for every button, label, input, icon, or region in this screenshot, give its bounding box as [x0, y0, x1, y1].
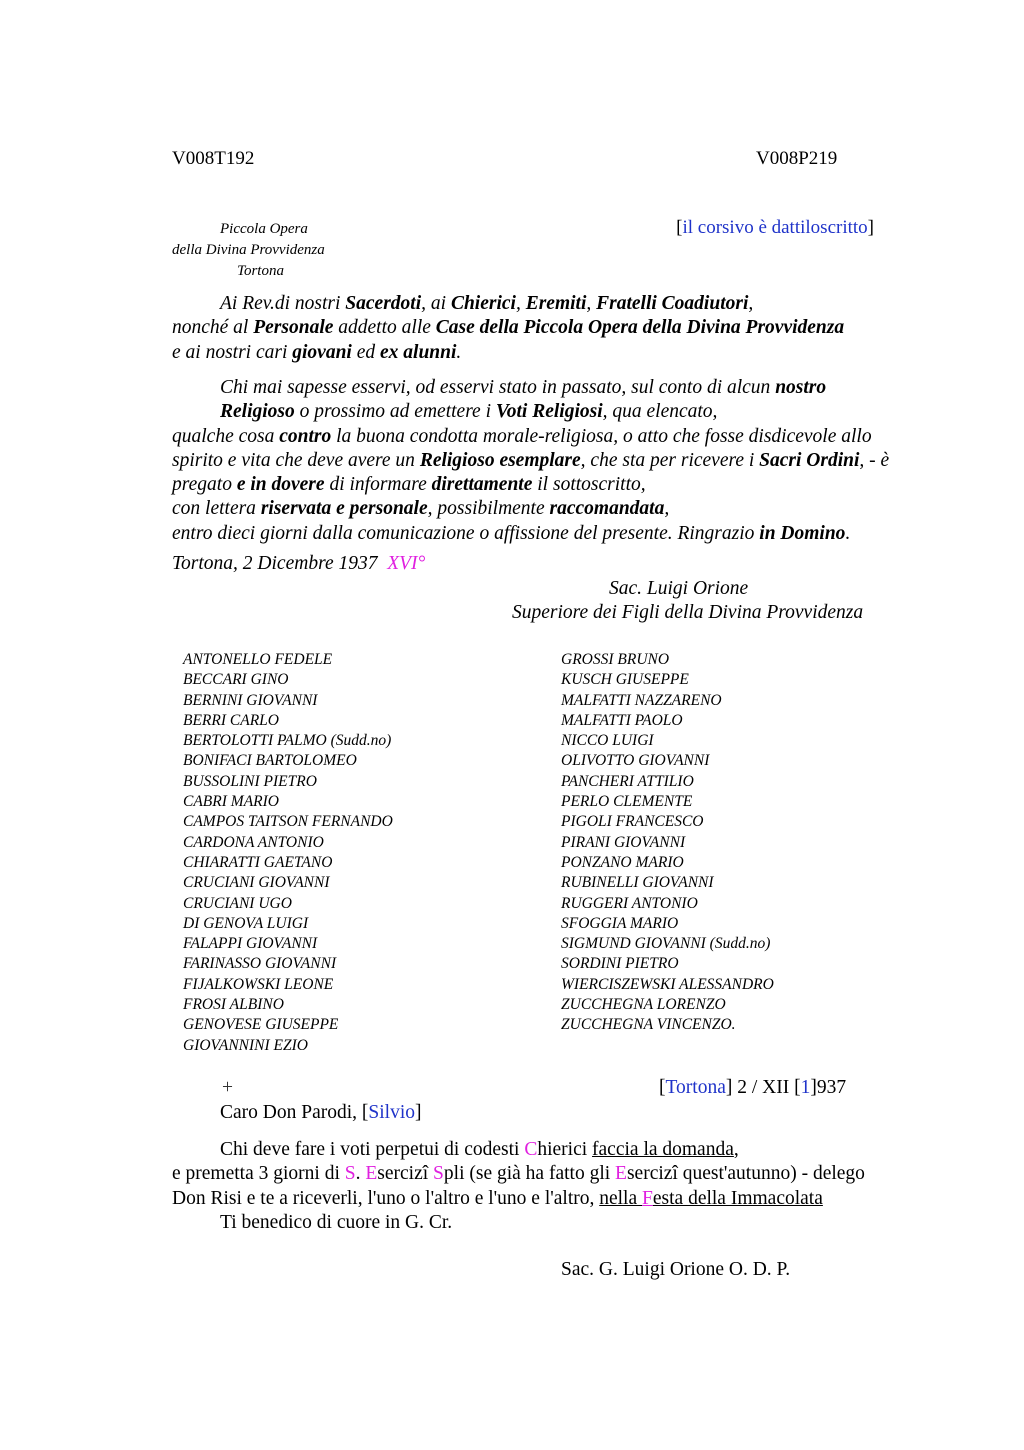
names-list-right: [561, 650, 774, 1036]
list-item: CAMPOS TAITSON FERNANDO: [183, 813, 393, 831]
list-item: PIRANI GIOVANNI: [561, 833, 686, 851]
list-item: FARINASSO GIOVANNI: [183, 955, 337, 973]
list-item: GROSSI BRUNO: [561, 651, 670, 668]
list-item: RUBINELLI GIOVANNI: [561, 874, 714, 892]
letter-date: [Tortona] 2 / XII [1]937: [659, 1077, 847, 1098]
list-item: GIOVANNINI EZIO: [183, 1036, 308, 1054]
list-item: BERRI CARLO: [183, 711, 279, 729]
list-item: FIJALKOWSKI LEONE: [183, 975, 334, 993]
list-item: SORDINI PIETRO: [561, 955, 679, 973]
list-item: RUGGERI ANTONIO: [561, 894, 698, 912]
list-item: CRUCIANI UGO: [183, 894, 292, 912]
circular-signature-name: Sac. Luigi Orione: [609, 578, 749, 599]
list-item: PERLO CLEMENTE: [561, 793, 693, 811]
list-item: MALFATTI PAOLO: [561, 711, 683, 729]
letter-body: Chi deve fare i voti perpetui di codesti Chierici faccia la domanda, e premetta 3 giorni di S. Esercizî Spli (se già ha fatto gli Esercizî quest'autunno) - delego Don Risi e te a riceverli, l'uno o l'altro e l'uno e l'altro, nella Festa della Immacolata Ti benedico di cuore in G. Cr.: [172, 1138, 902, 1235]
list-item: CRUCIANI GIOVANNI: [183, 874, 330, 892]
circular-body: Chi mai sapesse esservi, od esservi stato in passato, sul conto di alcun nostro Religioso o prossimo ad emettere i Voti Religiosi, qua elencato, qualche cosa contro la buona condotta morale-religiosa, o atto che fosse disdicevole allo spirito e vita che deve avere un Religioso esemplare, che sta per ricevere i Sacri Ordini, - è pregato e in dovere di informare direttamente il sottoscritto, con lettera riservata e personale, possibilmente raccomandata, entro dieci giorni dalla comunicazione o affissione del presente. Ringrazio in Domino.: [172, 377, 890, 544]
letterhead-line-1: Piccola Opera: [220, 221, 308, 237]
list-item: MALFATTI NAZZARENO: [561, 691, 722, 709]
list-item: GENOVESE GIUSEPPE: [183, 1016, 339, 1034]
list-item: PIGOLI FRANCESCO: [561, 813, 704, 831]
document-reference-left: V008T192: [172, 148, 255, 169]
list-item: ZUCCHEGNA VINCENZO.: [561, 1016, 736, 1034]
list-item: BECCARI GINO: [183, 671, 289, 689]
list-item: BERNINI GIOVANNI: [183, 691, 318, 709]
list-item: FALAPPI GIOVANNI: [183, 935, 318, 953]
list-item: FROSI ALBINO: [183, 996, 284, 1014]
names-list-left: [183, 650, 393, 1056]
letter-blessing: Ti benedico di cuore in G. Cr.: [220, 1211, 453, 1233]
editorial-note: [il corsivo è dattiloscritto]: [676, 217, 874, 238]
list-item: CABRI MARIO: [183, 793, 279, 811]
list-item: CARDONA ANTONIO: [183, 833, 324, 851]
list-item: SFOGGIA MARIO: [561, 914, 679, 932]
circular-signature-title: Superiore dei Figli della Divina Provvidenza: [512, 602, 864, 623]
circular-date: Tortona, 2 Dicembre 1937 XVI°: [172, 553, 426, 574]
letterhead-line-2: della Divina Provvidenza: [172, 242, 325, 258]
document-reference-right: V008P219: [756, 148, 838, 169]
list-item: KUSCH GIUSEPPE: [561, 671, 689, 689]
list-item: ANTONELLO FEDELE: [183, 651, 333, 668]
list-item: WIERCISZEWSKI ALESSANDRO: [561, 975, 774, 993]
list-item: ZUCCHEGNA LORENZO: [561, 996, 726, 1014]
list-item: PONZANO MARIO: [561, 853, 684, 871]
list-item: BONIFACI BARTOLOMEO: [183, 752, 357, 770]
list-item: BUSSOLINI PIETRO: [183, 772, 317, 790]
list-item: OLIVOTTO GIOVANNI: [561, 752, 710, 770]
list-item: NICCO LUIGI: [561, 732, 654, 750]
cross-symbol: +: [222, 1077, 233, 1098]
list-item: BERTOLOTTI PALMO (Sudd.no): [183, 732, 392, 750]
letter-greeting: Caro Don Parodi, [Silvio]: [220, 1102, 422, 1123]
list-item: SIGMUND GIOVANNI (Sudd.no): [561, 935, 771, 953]
circular-addressees: Ai Rev.di nostri Sacerdoti, ai Chierici, Eremiti, Fratelli Coadiutori, nonché al Personale addetto alle Case della Piccola Opera della Divina Provvidenza e ai nostri cari giovani ed ex alunni.: [172, 293, 845, 363]
list-item: DI GENOVA LUIGI: [183, 914, 309, 932]
list-item: PANCHERI ATTILIO: [561, 772, 694, 790]
list-item: CHIARATTI GAETANO: [183, 853, 333, 871]
letter-signature: Sac. G. Luigi Orione O. D. P.: [561, 1259, 791, 1280]
letterhead-line-3: Tortona: [237, 263, 284, 279]
